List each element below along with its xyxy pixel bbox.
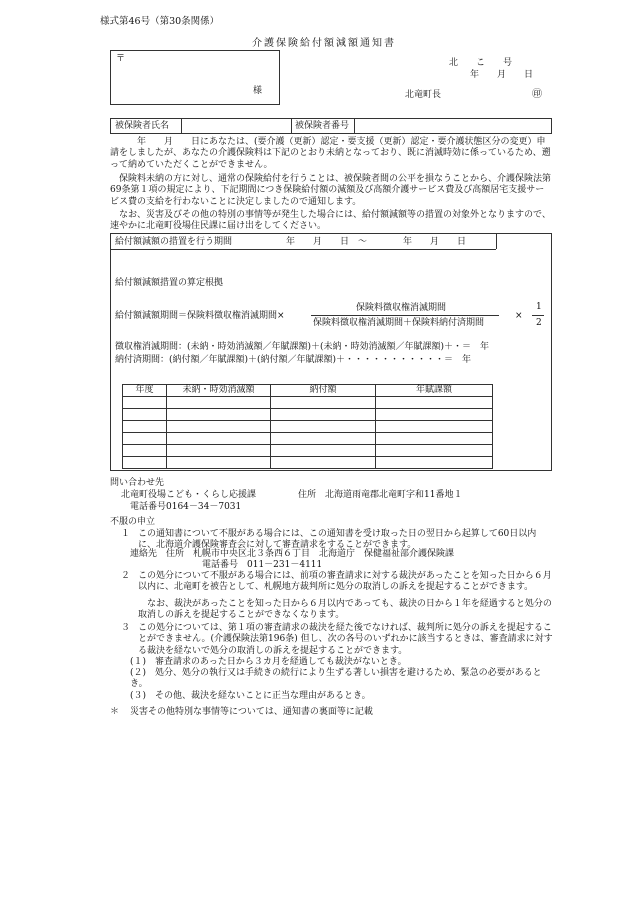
postal-mark: 〒	[116, 54, 126, 64]
basis-label: 給付額減額措置の算定根拠	[115, 278, 224, 288]
appeal-item1: この通知書について不服がある場合には、この通知書を受け取った日の翌日から起算して60日以内に、北海道介護保険審査会に対して審査請求をすることができます。	[138, 529, 537, 551]
table-row	[123, 433, 493, 445]
table-header-row	[123, 385, 493, 397]
honorific: 様	[253, 86, 263, 96]
appeal-sub1: (１) 審査請求のあった日から３カ月を経過しても裁決がないとき。	[130, 657, 407, 667]
issuer: 北竜町長	[405, 90, 442, 100]
intro-paragraph-2: 保険料未納の方に対し、通常の保険給付を行うことは、被保険者間の公平を損なうことから、介護保険法第69条第１項の規定により、下記期間につき保険給付額の減額及び高額介護サービス費及び高額居宅支援サービス費の支給を行わないことに決定しましたので通知します。	[110, 174, 552, 207]
half-numerator: 1	[536, 302, 542, 312]
header-unpaid: 未納・時効消滅額	[167, 385, 271, 397]
appeal-item1-contact: 連絡先 住所 札幌市中央区北３条西６丁目 北海道庁 保健福祉部介護保険課	[130, 549, 455, 559]
appeal-item3: この処分については、第１項の審査請求の裁決を経た後でなければ、裁判所に処分の訴えを提起することができません。(介護保険法第196条) 但し、次の各号のいずれかに該当するときは、審査請求に対する裁決を経ないで処分の取消しの訴えを提起することができます。	[138, 623, 553, 656]
period-detail-table	[122, 384, 493, 469]
intro-paragraph-3: なお、災害及びその他の特別の事情等が発生した場合には、給付額減額等の措置の対象外となりますので、速やかに北竜町役場住民課に届け出をしてください。	[110, 210, 551, 232]
contact-office: 北竜町役場こども・くらし応援課	[121, 490, 257, 500]
half-line	[532, 315, 544, 316]
appeal-item1-phone: 電話番号 011－231－4111	[202, 560, 323, 570]
insured-number-label: 被保険者番号	[295, 121, 350, 131]
appeal-item2: この処分について不服がある場合には、前項の審査請求に対する裁決があったことを知った日から６月以内に、北竜町を被告として、札幌地方裁判所に処分の取消しの訴えを提起することができます。	[138, 571, 552, 593]
address-box	[110, 50, 280, 105]
appeal-item2-number: ２	[121, 571, 131, 581]
appeal-item3-number: ３	[121, 623, 131, 633]
formula-left: 給付額減額期間＝保険料徴収権消滅期間×	[115, 311, 285, 321]
period-value: 年 月 日 ～ 年 月 日	[286, 237, 467, 247]
footnote: 災害その他特別な事情等については、通知書の裏面等に記載	[130, 707, 373, 717]
fraction-line	[311, 315, 499, 316]
appeal-heading: 不服の申立	[110, 517, 156, 527]
insured-name-label: 被保険者氏名	[115, 121, 170, 131]
reduction-frame	[110, 233, 552, 471]
fraction-numerator: 保険料徴収権消滅期間	[356, 303, 447, 313]
table-row	[123, 409, 493, 421]
table-row	[123, 397, 493, 409]
appeal-sub3: (３) その他、裁決を経ないことに正当な理由があるとき。	[130, 691, 371, 701]
header-annual: 年賦課額	[376, 385, 493, 397]
times-sign: ×	[515, 311, 523, 321]
half-denominator: 2	[536, 318, 542, 328]
header-year: 年度	[123, 385, 167, 397]
fraction-denominator: 保険料徴収権消滅期間＋保険料納付済期間	[313, 318, 485, 328]
paid-period-line: 納付済期間：(納付額／年賦課額)＋(納付額／年賦課額)＋・・・・・・・・・・・＝ 年	[115, 355, 472, 365]
table-row	[123, 421, 493, 433]
intro-paragraph-1: 年 月 日にあなたは、(要介護（更新）認定・要支援（更新）認定・要介護状態区分の変更）申請をしましたが、あなたの介護保険料は下記のとおり未納となっており、既に消滅時効に係っているため、遡って納めていただくことができません。	[110, 137, 551, 170]
page-title: 介護保険給付額減額通知書	[252, 38, 396, 49]
form-number: 様式第46号（第30条関係）	[100, 16, 220, 27]
appeal-item2-note: なお、裁決があったことを知った日から６月以内であっても、裁決の日から１年を経過すると処分の取消しの訴えを提起することができなくなります。	[138, 599, 552, 621]
appeal-item1-number: １	[121, 529, 131, 539]
doc-number: 北 こ 号	[449, 58, 513, 68]
contact-address: 住所 北海道雨竜郡北竜町字和11番地１	[298, 490, 463, 500]
seal: ㊞	[532, 89, 542, 100]
header-paid: 納付額	[271, 385, 376, 397]
contact-heading: 問い合わせ先	[110, 478, 165, 488]
period-label: 給付額減額の措置を行う期間	[115, 237, 233, 247]
collect-period-line: 徴収権消滅期間：(未納・時効消滅額／年賦課額)＋(未納・時効消滅額／年賦課額)＋・＝ 年	[115, 342, 490, 352]
insured-table	[110, 118, 552, 134]
contact-phone: 電話番号0164－34－7031	[130, 502, 242, 512]
table-row	[123, 457, 493, 469]
date-line: 年 月 日	[470, 70, 534, 80]
appeal-sub2: (２) 処分、処分の執行又は手続きの続行により生ずる著しい損害を避けるため、緊急の必要があるとき。	[130, 668, 542, 690]
table-row	[123, 445, 493, 457]
footnote-mark: ＊	[110, 707, 120, 717]
